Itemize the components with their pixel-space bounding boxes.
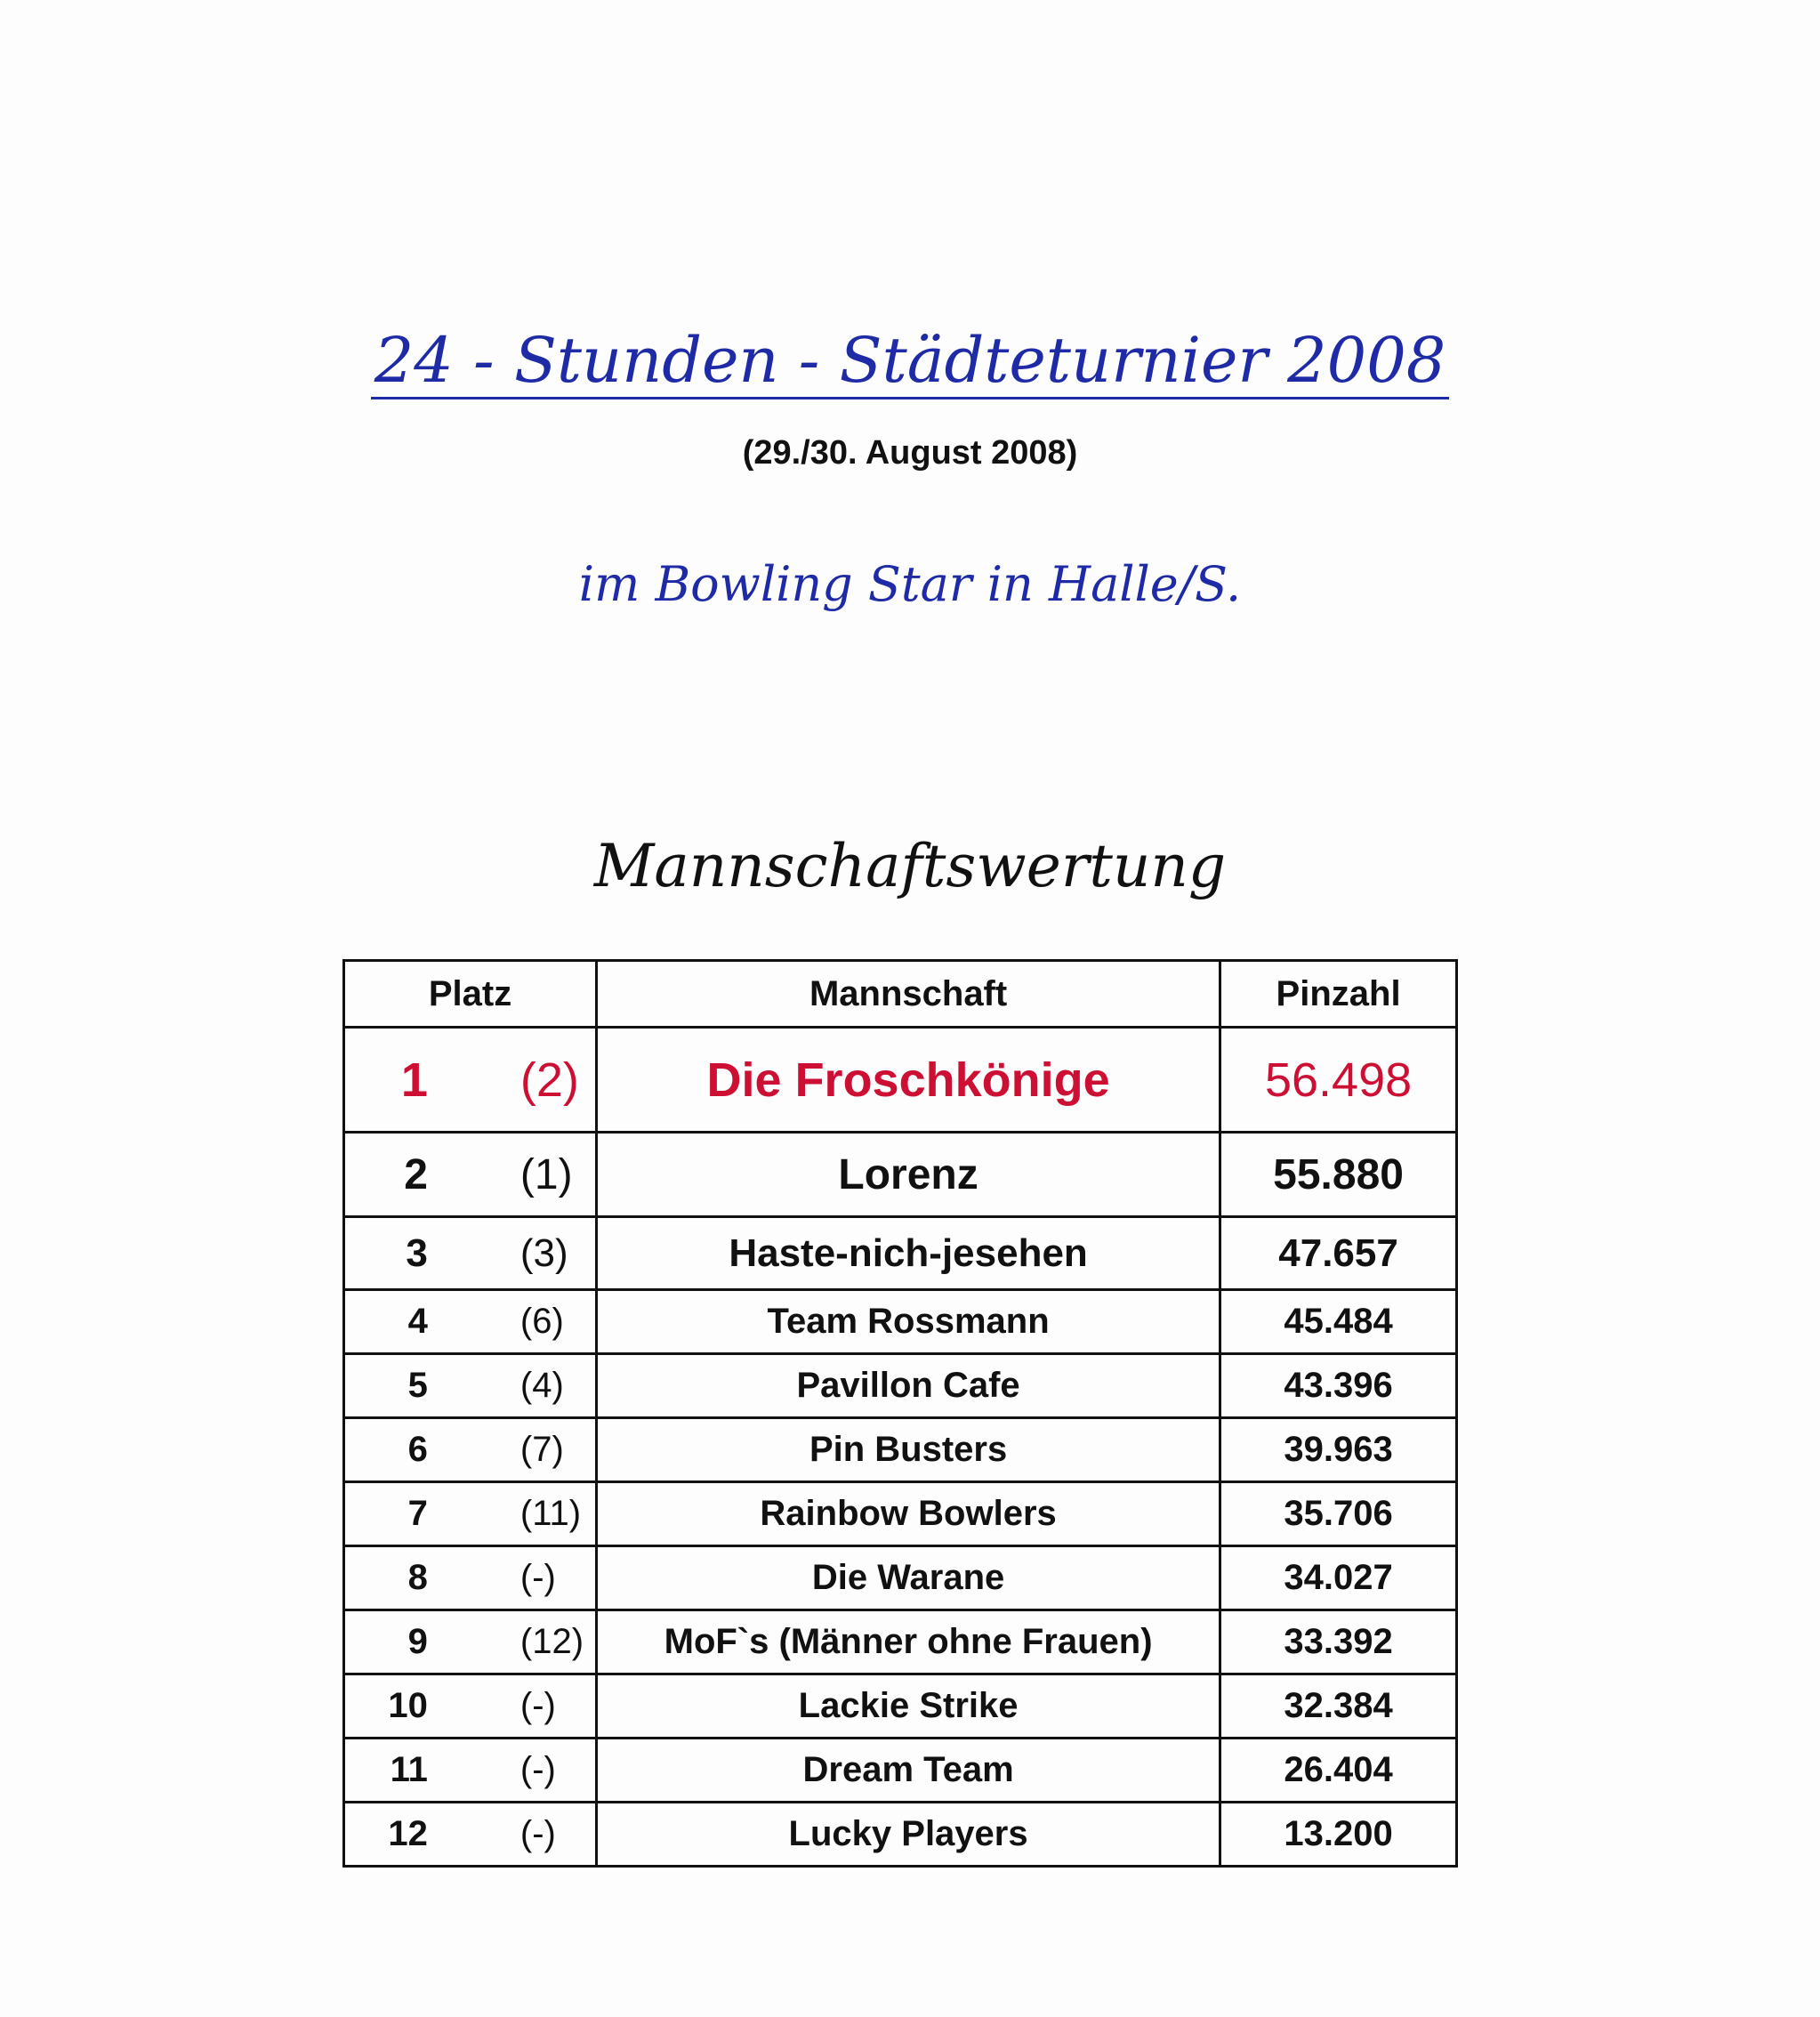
platz-cell [344, 1133, 597, 1217]
team-name: Rainbow Bowlers [597, 1482, 1220, 1546]
platz-cell [344, 1028, 597, 1133]
table-row [344, 1133, 1457, 1217]
table-row [344, 1028, 1457, 1133]
results-table [342, 959, 1458, 1868]
platz-cell [344, 1739, 597, 1803]
platz-cell [344, 1610, 597, 1674]
pin-count: 55.880 [1220, 1133, 1457, 1217]
platz-cell [344, 1354, 597, 1418]
platz-cell [344, 1482, 597, 1546]
previous-rank: (-) [519, 1558, 556, 1597]
rank: 9 [407, 1622, 428, 1661]
team-name: Lorenz [597, 1133, 1220, 1217]
table-row [344, 1674, 1457, 1739]
column-header-platz: Platz [344, 961, 597, 1028]
previous-rank: (-) [519, 1686, 556, 1725]
team-name: Pavillon Cafe [597, 1354, 1220, 1418]
platz-cell [344, 1546, 597, 1610]
table-row [344, 1418, 1457, 1482]
pin-count: 45.484 [1220, 1290, 1457, 1354]
team-name: Lackie Strike [597, 1674, 1220, 1739]
table-row [344, 1803, 1457, 1867]
rank: 1 [400, 1053, 428, 1107]
rank: 2 [404, 1150, 428, 1198]
page-title [0, 320, 1820, 400]
rank: 11 [390, 1750, 428, 1789]
pin-count: 56.498 [1220, 1028, 1457, 1133]
previous-rank: (6) [519, 1302, 564, 1341]
event-venue: im Bowling Star in Halle/S. [578, 556, 1242, 612]
team-name: MoF`s (Männer ohne Frauen) [597, 1610, 1220, 1674]
column-header-pinzahl: Pinzahl [1220, 961, 1457, 1028]
table-row [344, 1546, 1457, 1610]
rank: 6 [407, 1430, 428, 1469]
platz-cell [344, 1217, 597, 1290]
team-name: Lucky Players [597, 1803, 1220, 1867]
page-title-text: 24 - Stunden - Städteturnier 2008 [371, 324, 1450, 399]
team-name: Haste-nich-jesehen [597, 1217, 1220, 1290]
pin-count: 13.200 [1220, 1803, 1457, 1867]
previous-rank: (4) [519, 1366, 564, 1405]
pin-count: 32.384 [1220, 1674, 1457, 1739]
platz-cell [344, 1674, 597, 1739]
pin-count: 34.027 [1220, 1546, 1457, 1610]
previous-rank: (2) [519, 1053, 579, 1107]
previous-rank: (-) [519, 1750, 556, 1789]
column-header-mannschaft: Mannschaft [597, 961, 1220, 1028]
rank: 8 [407, 1558, 428, 1597]
rank: 10 [388, 1686, 428, 1725]
team-name: Dream Team [597, 1739, 1220, 1803]
event-date: (29./30. August 2008) [742, 434, 1078, 472]
pin-count: 43.396 [1220, 1354, 1457, 1418]
rank: 12 [388, 1814, 428, 1853]
table-header-row [344, 961, 1457, 1028]
previous-rank: (-) [519, 1814, 556, 1853]
pin-count: 39.963 [1220, 1418, 1457, 1482]
platz-cell [344, 1290, 597, 1354]
table-row [344, 1354, 1457, 1418]
previous-rank: (11) [519, 1494, 582, 1533]
table-row [344, 1217, 1457, 1290]
pin-count: 47.657 [1220, 1217, 1457, 1290]
section-heading: Mannschaftswertung [593, 832, 1227, 900]
team-name: Die Froschkönige [597, 1028, 1220, 1133]
rank: 4 [407, 1302, 428, 1341]
rank: 7 [407, 1494, 428, 1533]
previous-rank: (1) [519, 1150, 573, 1198]
team-name: Team Rossmann [597, 1290, 1220, 1354]
platz-cell [344, 1418, 597, 1482]
rank: 5 [407, 1366, 428, 1405]
team-name: Pin Busters [597, 1418, 1220, 1482]
table-row [344, 1482, 1457, 1546]
platz-cell [344, 1803, 597, 1867]
pin-count: 33.392 [1220, 1610, 1457, 1674]
rank: 3 [406, 1230, 428, 1275]
table-row [344, 1739, 1457, 1803]
table-row [344, 1610, 1457, 1674]
previous-rank: (3) [519, 1230, 568, 1275]
pin-count: 26.404 [1220, 1739, 1457, 1803]
table-row [344, 1290, 1457, 1354]
previous-rank: (12) [519, 1622, 584, 1661]
team-name: Die Warane [597, 1546, 1220, 1610]
previous-rank: (7) [519, 1430, 564, 1469]
pin-count: 35.706 [1220, 1482, 1457, 1546]
